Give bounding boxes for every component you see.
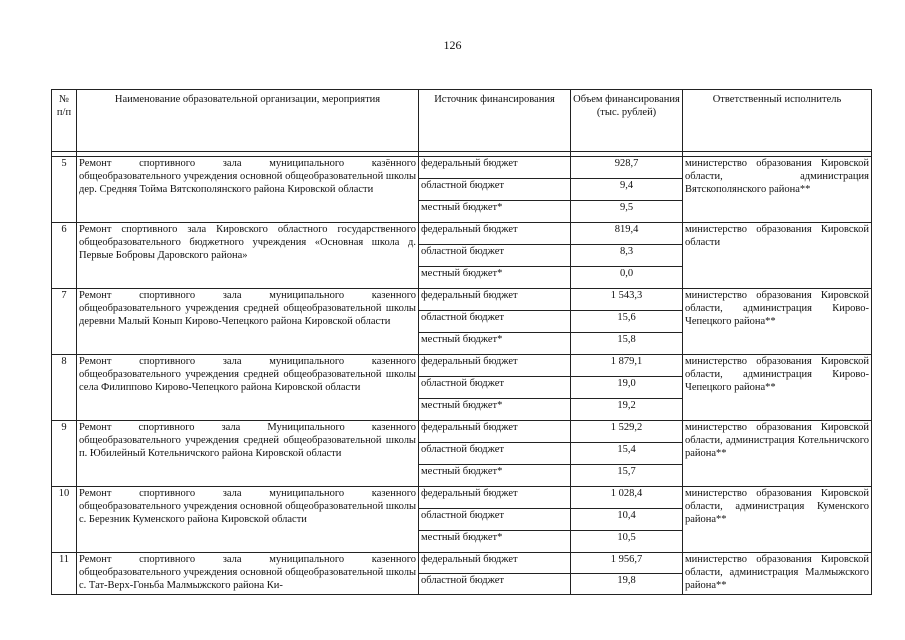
header-num: № п/п [52, 90, 77, 152]
funding-volume: 15,4 [571, 443, 683, 465]
funding-source: областной бюджет [419, 377, 571, 399]
funding-source: местный бюджет* [419, 465, 571, 487]
page-number: 126 [443, 38, 462, 52]
funding-volume: 19,0 [571, 377, 683, 399]
organization-name: Ремонт спортивного зала муниципального казённого общеобразовательного учреждения основной общеобразовательной школы дер. Средняя Тойма Вятскополянского района Кировской области [77, 157, 419, 223]
row-number: 5 [52, 157, 77, 223]
responsible-executor: министерство образования Кировской области, администрация Котельничского района** [683, 421, 872, 487]
funding-volume: 1 543,3 [571, 289, 683, 311]
funding-volume: 819,4 [571, 223, 683, 245]
funding-source: областной бюджет [419, 179, 571, 201]
header-executor: Ответственный исполнитель [683, 90, 872, 152]
responsible-executor: министерство образования Кировской области, администрация Вятскополянского района** [683, 157, 872, 223]
organization-name: Ремонт спортивного зала Кировского областного государственного общеобразовательного бюджетного учреждения «Основная школа д. Первые Бобровы Даровского района» [77, 223, 419, 289]
responsible-executor: министерство образования Кировской области, администрация Кирово-Чепецкого района** [683, 355, 872, 421]
funding-volume: 9,4 [571, 179, 683, 201]
funding-source: областной бюджет [419, 245, 571, 267]
financing-table [51, 89, 872, 595]
funding-volume: 15,8 [571, 333, 683, 355]
funding-source: местный бюджет* [419, 201, 571, 223]
responsible-executor: министерство образования Кировской области, администрация Кирово-Чепецкого района** [683, 289, 872, 355]
funding-source: областной бюджет [419, 443, 571, 465]
funding-volume: 9,5 [571, 201, 683, 223]
row-number: 11 [52, 553, 77, 595]
row-number: 10 [52, 487, 77, 553]
responsible-executor: министерство образования Кировской области, администрация Куменского района** [683, 487, 872, 553]
funding-volume: 928,7 [571, 157, 683, 179]
table-body [52, 157, 872, 595]
funding-volume: 15,7 [571, 465, 683, 487]
funding-source: местный бюджет* [419, 399, 571, 421]
organization-name: Ремонт спортивного зала муниципального казенного общеобразовательного учреждения средней общеобразовательной школы села Филиппово Кирово-Чепецкого района Кировской области [77, 355, 419, 421]
funding-source: местный бюджет* [419, 531, 571, 553]
responsible-executor: министерство образования Кировской области, администрация Малмыжского района** [683, 553, 872, 595]
funding-source: федеральный бюджет [419, 487, 571, 509]
funding-volume: 1 956,7 [571, 553, 683, 574]
header-volume: Объем финансирования (тыс. рублей) [571, 90, 683, 152]
table-row [52, 157, 872, 179]
funding-source: областной бюджет [419, 509, 571, 531]
header-name: Наименование образовательной организации, мероприятия [77, 90, 419, 152]
funding-source: областной бюджет [419, 311, 571, 333]
organization-name: Ремонт спортивного зала муниципального казенного общеобразовательного учреждения основной общеобразовательной школы с. Тат-Верх-Гоньба Малмыжского района Ки- [77, 553, 419, 595]
funding-volume: 0,0 [571, 267, 683, 289]
table-row [52, 487, 872, 509]
row-number: 8 [52, 355, 77, 421]
funding-volume: 19,8 [571, 574, 683, 595]
table-row [52, 355, 872, 377]
funding-volume: 10,4 [571, 509, 683, 531]
responsible-executor: министерство образования Кировской области [683, 223, 872, 289]
funding-volume: 1 529,2 [571, 421, 683, 443]
funding-source: федеральный бюджет [419, 355, 571, 377]
funding-volume: 1 879,1 [571, 355, 683, 377]
table-row [52, 223, 872, 245]
row-number: 7 [52, 289, 77, 355]
funding-source: местный бюджет* [419, 333, 571, 355]
organization-name: Ремонт спортивного зала муниципального казенного общеобразовательного учреждения основной общеобразовательной школы с. Березник Куменского района Кировской области [77, 487, 419, 553]
row-number: 6 [52, 223, 77, 289]
funding-source: федеральный бюджет [419, 223, 571, 245]
funding-volume: 19,2 [571, 399, 683, 421]
row-number: 9 [52, 421, 77, 487]
table-row [52, 553, 872, 574]
organization-name: Ремонт спортивного зала Муниципального казенного общеобразовательного учреждения средней общеобразовательной школы п. Юбилейный Котельничского района Кировской области [77, 421, 419, 487]
funding-source: федеральный бюджет [419, 157, 571, 179]
funding-source: федеральный бюджет [419, 421, 571, 443]
funding-volume: 1 028,4 [571, 487, 683, 509]
funding-source: областной бюджет [419, 574, 571, 595]
funding-source: федеральный бюджет [419, 289, 571, 311]
funding-source: местный бюджет* [419, 267, 571, 289]
organization-name: Ремонт спортивного зала муниципального казенного общеобразовательного учреждения средней общеобразовательной школы деревни Малый Конып Кирово-Чепецкого района Кировской области [77, 289, 419, 355]
funding-volume: 15,6 [571, 311, 683, 333]
funding-volume: 8,3 [571, 245, 683, 267]
funding-source: федеральный бюджет [419, 553, 571, 574]
funding-volume: 10,5 [571, 531, 683, 553]
header-source: Источник финансирования [419, 90, 571, 152]
table-row [52, 289, 872, 311]
table-row [52, 421, 872, 443]
table-header-row [52, 90, 872, 152]
